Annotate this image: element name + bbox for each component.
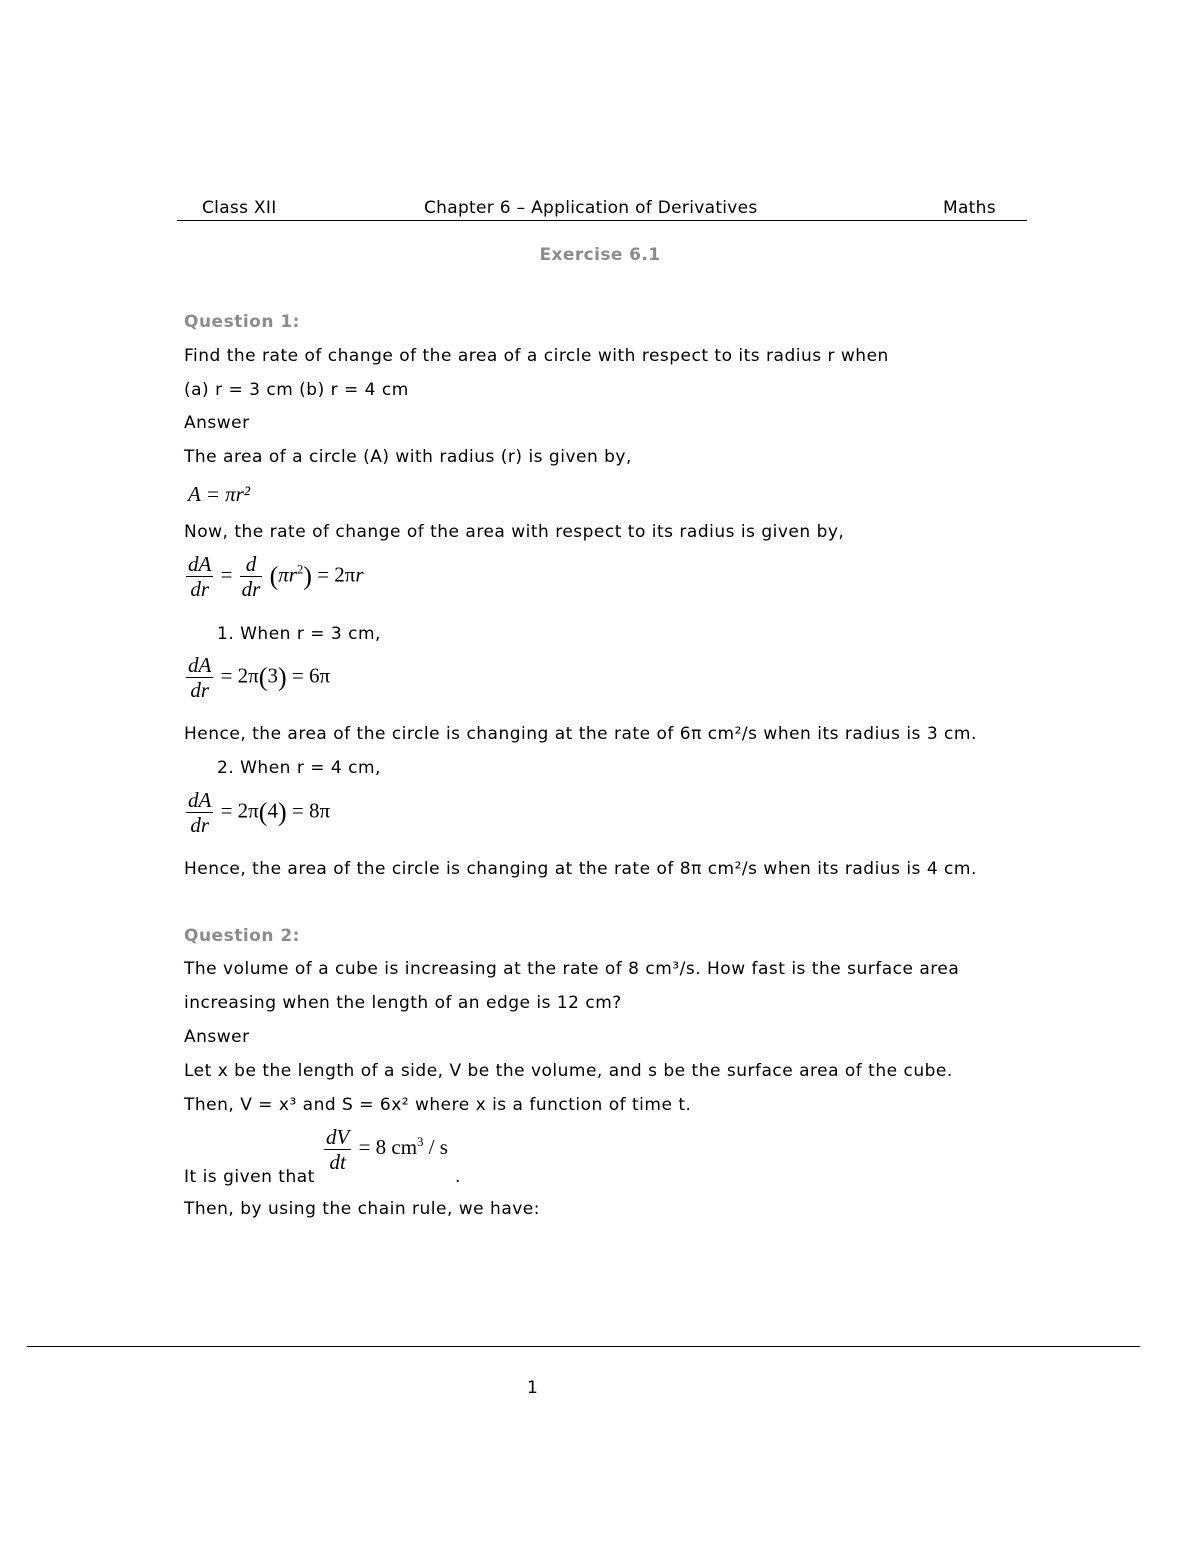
relations-text: Then, V = x³ and S = 6x² where x is a function of time t.: [184, 1095, 692, 1115]
page-number: 1: [527, 1378, 538, 1398]
given-rate-equation: $\frac{dV}{dt}$ = 8 $cm^3$ / s: [326, 1125, 448, 1174]
case-2-equation: $\frac{dA}{dr}$ = 2π(4) = 8π: [188, 788, 331, 837]
header-divider: [177, 220, 1027, 221]
variables-text: Let x be the length of a side, V be the volume, and s be the surface area of the cube.: [184, 1061, 953, 1081]
question-1-parts: (a) r = 3 cm (b) r = 4 cm: [184, 380, 409, 400]
question-1-text: Find the rate of change of the area of a circle with respect to its radius r when: [184, 346, 889, 366]
exercise-title: Exercise 6.1: [539, 245, 661, 265]
header-class: Class XII: [202, 198, 277, 218]
given-text: It is given that: [184, 1167, 315, 1187]
header-subject: Maths: [943, 198, 996, 218]
header-chapter: Chapter 6 – Application of Derivatives: [424, 198, 758, 218]
case-2-label: 2. When r = 4 cm,: [217, 758, 381, 778]
rate-of-change-text: Now, the rate of change of the area with respect to its radius is given by,: [184, 522, 845, 542]
answer-2-label: Answer: [184, 1027, 250, 1047]
question-2-text: The volume of a cube is increasing at the rate of 8 cm³/s. How fast is the surface area: [184, 959, 960, 979]
case-1-equation: $\frac{dA}{dr}$ = 2π(3) = 6π: [188, 653, 331, 702]
given-period: .: [455, 1167, 461, 1187]
question-2-text-cont: increasing when the length of an edge is 12 cm?: [184, 993, 622, 1013]
area-definition-text: The area of a circle (A) with radius (r) is given by,: [184, 447, 632, 467]
answer-1-label: Answer: [184, 413, 250, 433]
question-1-heading: Question 1:: [184, 312, 300, 332]
case-1-label: 1. When r = 3 cm,: [217, 624, 381, 644]
footer-divider: [27, 1346, 1140, 1347]
case-2-result: Hence, the area of the circle is changing at the rate of 8π cm²/s when its radius is 4 cm.: [184, 859, 977, 879]
derivative-equation: $\frac{dA}{dr}$ = $\frac{d}{dr}$ $(\pi r^2) = 2\pi r$: [188, 552, 364, 601]
area-formula: A = πr²: [188, 482, 251, 506]
case-1-result: Hence, the area of the circle is changing at the rate of 6π cm²/s when its radius is 3 cm.: [184, 724, 977, 744]
question-2-heading: Question 2:: [184, 926, 300, 946]
chain-rule-text: Then, by using the chain rule, we have:: [184, 1199, 540, 1219]
